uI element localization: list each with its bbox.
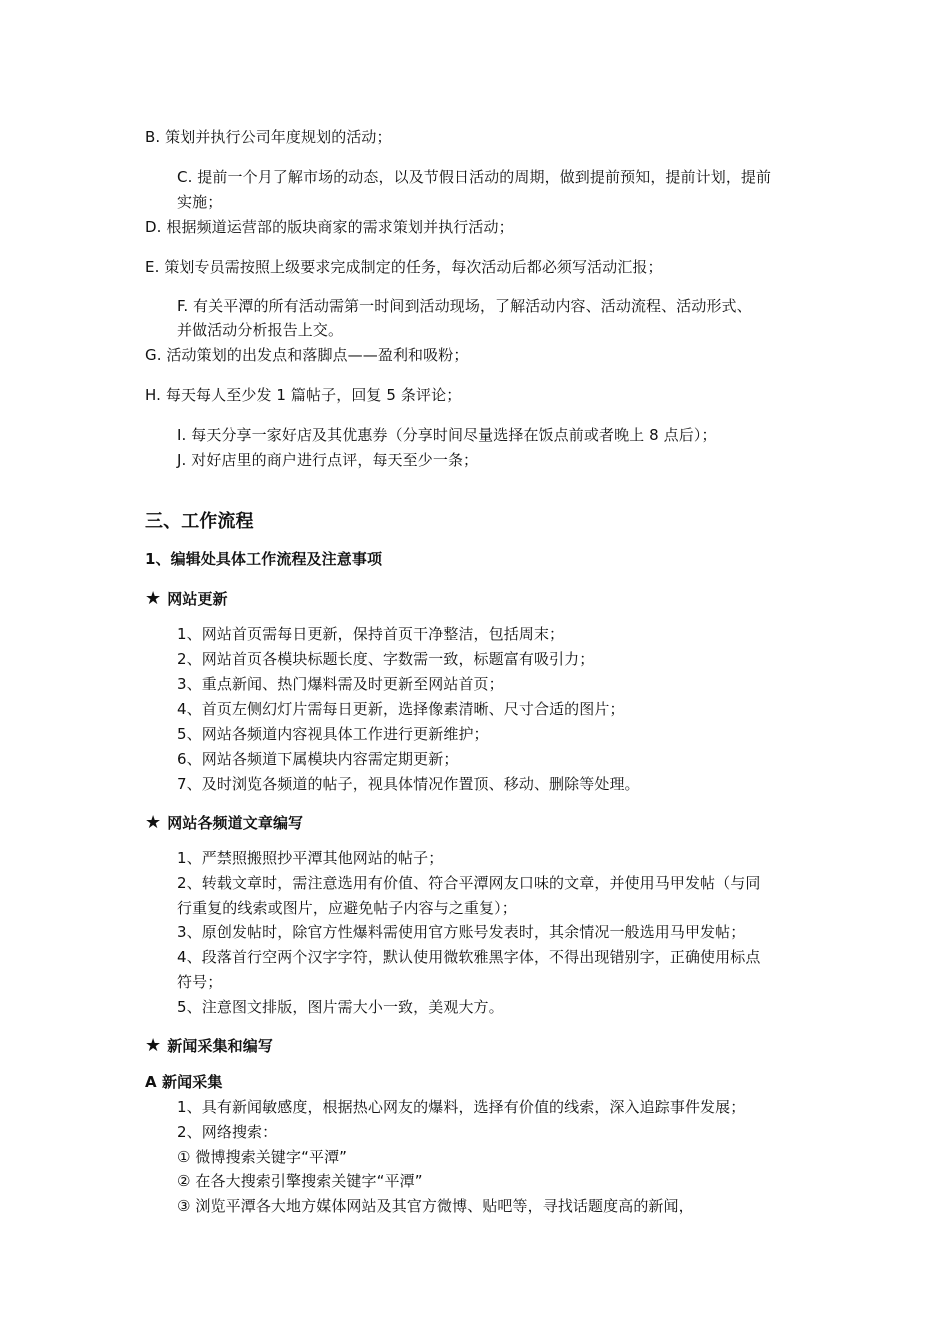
list-item: 1、网站首页需每日更新，保持首页干净整洁，包括周末； xyxy=(177,625,565,643)
star-icon: ★ xyxy=(145,588,162,609)
list-item: 2、转载文章时，需注意选用有价值、符合平潭网友口味的文章，并使用马甲发帖（与同 xyxy=(177,874,761,892)
list-item: ③ 浏览平潭各大地方媒体网站及其官方微博、贴吧等，寻找话题度高的新闻， xyxy=(177,1197,694,1215)
section-title: 三、工作流程 xyxy=(145,511,254,532)
list-item: 4、段落首行空两个汉字字符，默认使用微软雅黑字体，不得出现错别字，正确使用标点 xyxy=(177,948,761,966)
duty-j: J. 对好店里的商户进行点评，每天至少一条； xyxy=(177,451,479,469)
list-item: ① 微博搜索关键字“平潭” xyxy=(177,1148,348,1166)
duty-i: I. 每天分享一家好店及其优惠券（分享时间尽量选择在饭点前或者晚上 8 点后）； xyxy=(177,426,717,444)
star-icon: ★ xyxy=(145,812,162,833)
duty-d: D. 根据频道运营部的版块商家的需求策划并执行活动； xyxy=(145,218,514,236)
duty-h: H. 每天每人至少发 1 篇帖子，回复 5 条评论； xyxy=(145,386,462,404)
duty-c-line2: 实施； xyxy=(177,193,223,211)
website-update-heading xyxy=(145,589,228,609)
list-item: 4、首页左侧幻灯片需每日更新，选择像素清晰、尺寸合适的图片； xyxy=(177,700,625,718)
website-update-title: 网站更新 xyxy=(167,590,228,608)
news-subheading-a: A 新闻采集 xyxy=(145,1073,223,1091)
list-item: 2、网络搜索： xyxy=(177,1123,278,1141)
star-icon: ★ xyxy=(145,1035,162,1056)
duty-f-line1: F. 有关平潭的所有活动需第一时间到活动现场，了解活动内容、活动流程、活动形式、 xyxy=(177,297,752,315)
duty-b: B. 策划并执行公司年度规划的活动； xyxy=(145,128,392,146)
duty-c-line1: C. 提前一个月了解市场的动态，以及节假日活动的周期，做到提前预知，提前计划，提前 xyxy=(177,168,772,186)
list-item: 3、重点新闻、热门爆料需及时更新至网站首页； xyxy=(177,675,504,693)
list-item: 5、网站各频道内容视具体工作进行更新维护； xyxy=(177,725,489,743)
list-item: ② 在各大搜索引擎搜索关键字“平潭” xyxy=(177,1172,423,1190)
list-item-continued: 符号； xyxy=(177,973,223,991)
subsection-title: 1、编辑处具体工作流程及注意事项 xyxy=(145,550,383,568)
news-title: 新闻采集和编写 xyxy=(167,1037,273,1055)
channel-writing-heading xyxy=(145,813,303,833)
channel-writing-title: 网站各频道文章编写 xyxy=(167,814,304,832)
duty-e: E. 策划专员需按照上级要求完成制定的任务，每次活动后都必须写活动汇报； xyxy=(145,258,663,276)
list-item-continued: 行重复的线索或图片，应避免帖子内容与之重复）； xyxy=(177,899,517,917)
duty-f-line2: 并做活动分析报告上交。 xyxy=(177,321,344,339)
list-item: 5、注意图文排版，图片需大小一致，美观大方。 xyxy=(177,998,504,1016)
list-item: 7、及时浏览各频道的帖子，视具体情况作置顶、移动、删除等处理。 xyxy=(177,775,640,793)
duty-g: G. 活动策划的出发点和落脚点——盈利和吸粉； xyxy=(145,346,469,364)
list-item: 2、网站首页各模块标题长度、字数需一致，标题富有吸引力； xyxy=(177,650,595,668)
list-item: 1、具有新闻敏感度，根据热心网友的爆料，选择有价值的线索，深入追踪事件发展； xyxy=(177,1098,746,1116)
list-item: 1、严禁照搬照抄平潭其他网站的帖子； xyxy=(177,849,444,867)
news-heading xyxy=(145,1036,273,1056)
list-item: 3、原创发帖时，除官方性爆料需使用官方账号发表时，其余情况一般选用马甲发帖； xyxy=(177,923,746,941)
list-item: 6、网站各频道下属模块内容需定期更新； xyxy=(177,750,459,768)
